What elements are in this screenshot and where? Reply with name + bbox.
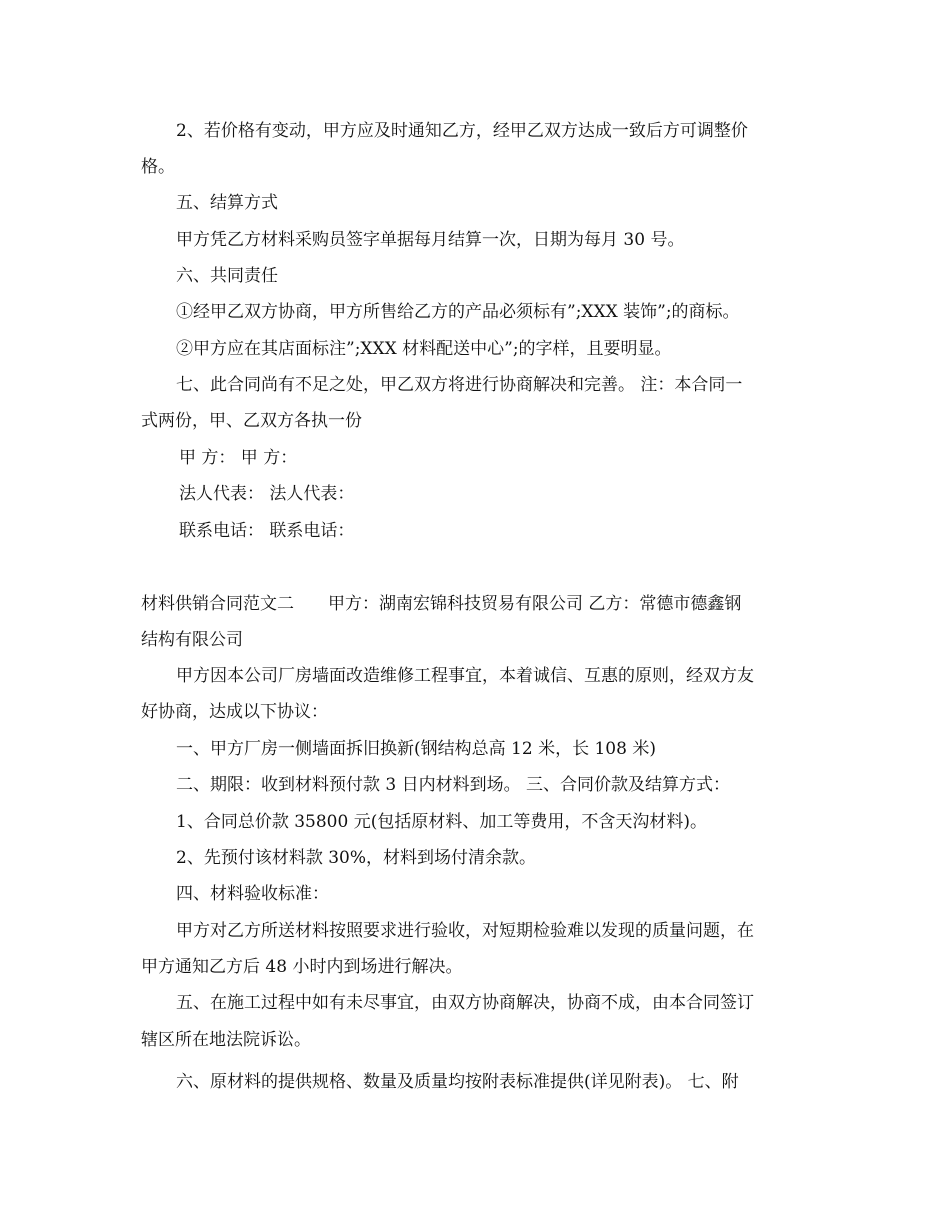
paragraph-line: 1、合同总价款 35800 元(包括原材料、加工等费用，不含天沟材料)。 bbox=[176, 812, 707, 832]
signature-line: 联系电话： 联系电话： bbox=[179, 521, 355, 541]
paragraph-line: 结构有限公司 bbox=[141, 630, 243, 650]
paragraph-line: 甲方对乙方所送材料按照要求进行验收，对短期检验难以发现的质量问题，在 bbox=[176, 921, 754, 941]
paragraph-line: 甲方因本公司厂房墙面改造维修工程事宜，本着诚信、互惠的原则，经双方友 bbox=[176, 666, 754, 686]
paragraph-line: 七、此合同尚有不足之处，甲乙双方将进行协商解决和完善。 注：本合同一 bbox=[176, 375, 743, 395]
signature-line: 甲 方： 甲 方： bbox=[179, 448, 298, 468]
document-title: 材料供销合同范文二 甲方：湖南宏锦科技贸易有限公司 乙方：常德市德鑫钢 bbox=[141, 594, 742, 614]
paragraph-line: ①经甲乙双方协商，甲方所售给乙方的产品必须标有”;XXX 装饰”;的商标。 bbox=[176, 302, 740, 322]
paragraph-line: 好协商，达成以下协议： bbox=[141, 702, 328, 722]
section-heading: 四、材料验收标准： bbox=[176, 884, 329, 904]
paragraph-line: 二、期限：收到材料预付款 3 日内材料到场。 三、合同价款及结算方式： bbox=[176, 775, 731, 795]
section-heading: 五、结算方式 bbox=[176, 193, 278, 213]
paragraph-line: 2、先预付该材料款 30%，材料到场付清余款。 bbox=[176, 848, 537, 868]
paragraph-line: 2、若价格有变动，甲方应及时通知乙方，经甲乙双方达成一致后方可调整价 bbox=[176, 121, 748, 141]
paragraph-line: 辖区所在地法院诉讼。 bbox=[141, 1030, 311, 1050]
paragraph-line: 五、在施工过程中如有未尽事宜，由双方协商解决，协商不成，由本合同签订 bbox=[176, 993, 754, 1013]
paragraph-line: 甲方通知乙方后 48 小时内到场进行解决。 bbox=[141, 957, 463, 977]
paragraph-line: 式两份，甲、乙双方各执一份 bbox=[141, 411, 362, 431]
paragraph-line: 格。 bbox=[141, 157, 175, 177]
paragraph-line: ②甲方应在其店面标注”;XXX 材料配送中心”;的字样，且要明显。 bbox=[176, 339, 672, 359]
paragraph-line: 一、甲方厂房一侧墙面拆旧换新(钢结构总高 12 米，长 108 米) bbox=[176, 739, 656, 759]
signature-line: 法人代表： 法人代表： bbox=[179, 484, 355, 504]
paragraph-line: 甲方凭乙方材料采购员签字单据每月结算一次，日期为每月 30 号。 bbox=[176, 230, 685, 250]
paragraph-line: 六、原材料的提供规格、数量及质量均按附表标准提供(详见附表)。 七、附 bbox=[176, 1072, 739, 1092]
section-heading: 六、共同责任 bbox=[176, 266, 278, 286]
